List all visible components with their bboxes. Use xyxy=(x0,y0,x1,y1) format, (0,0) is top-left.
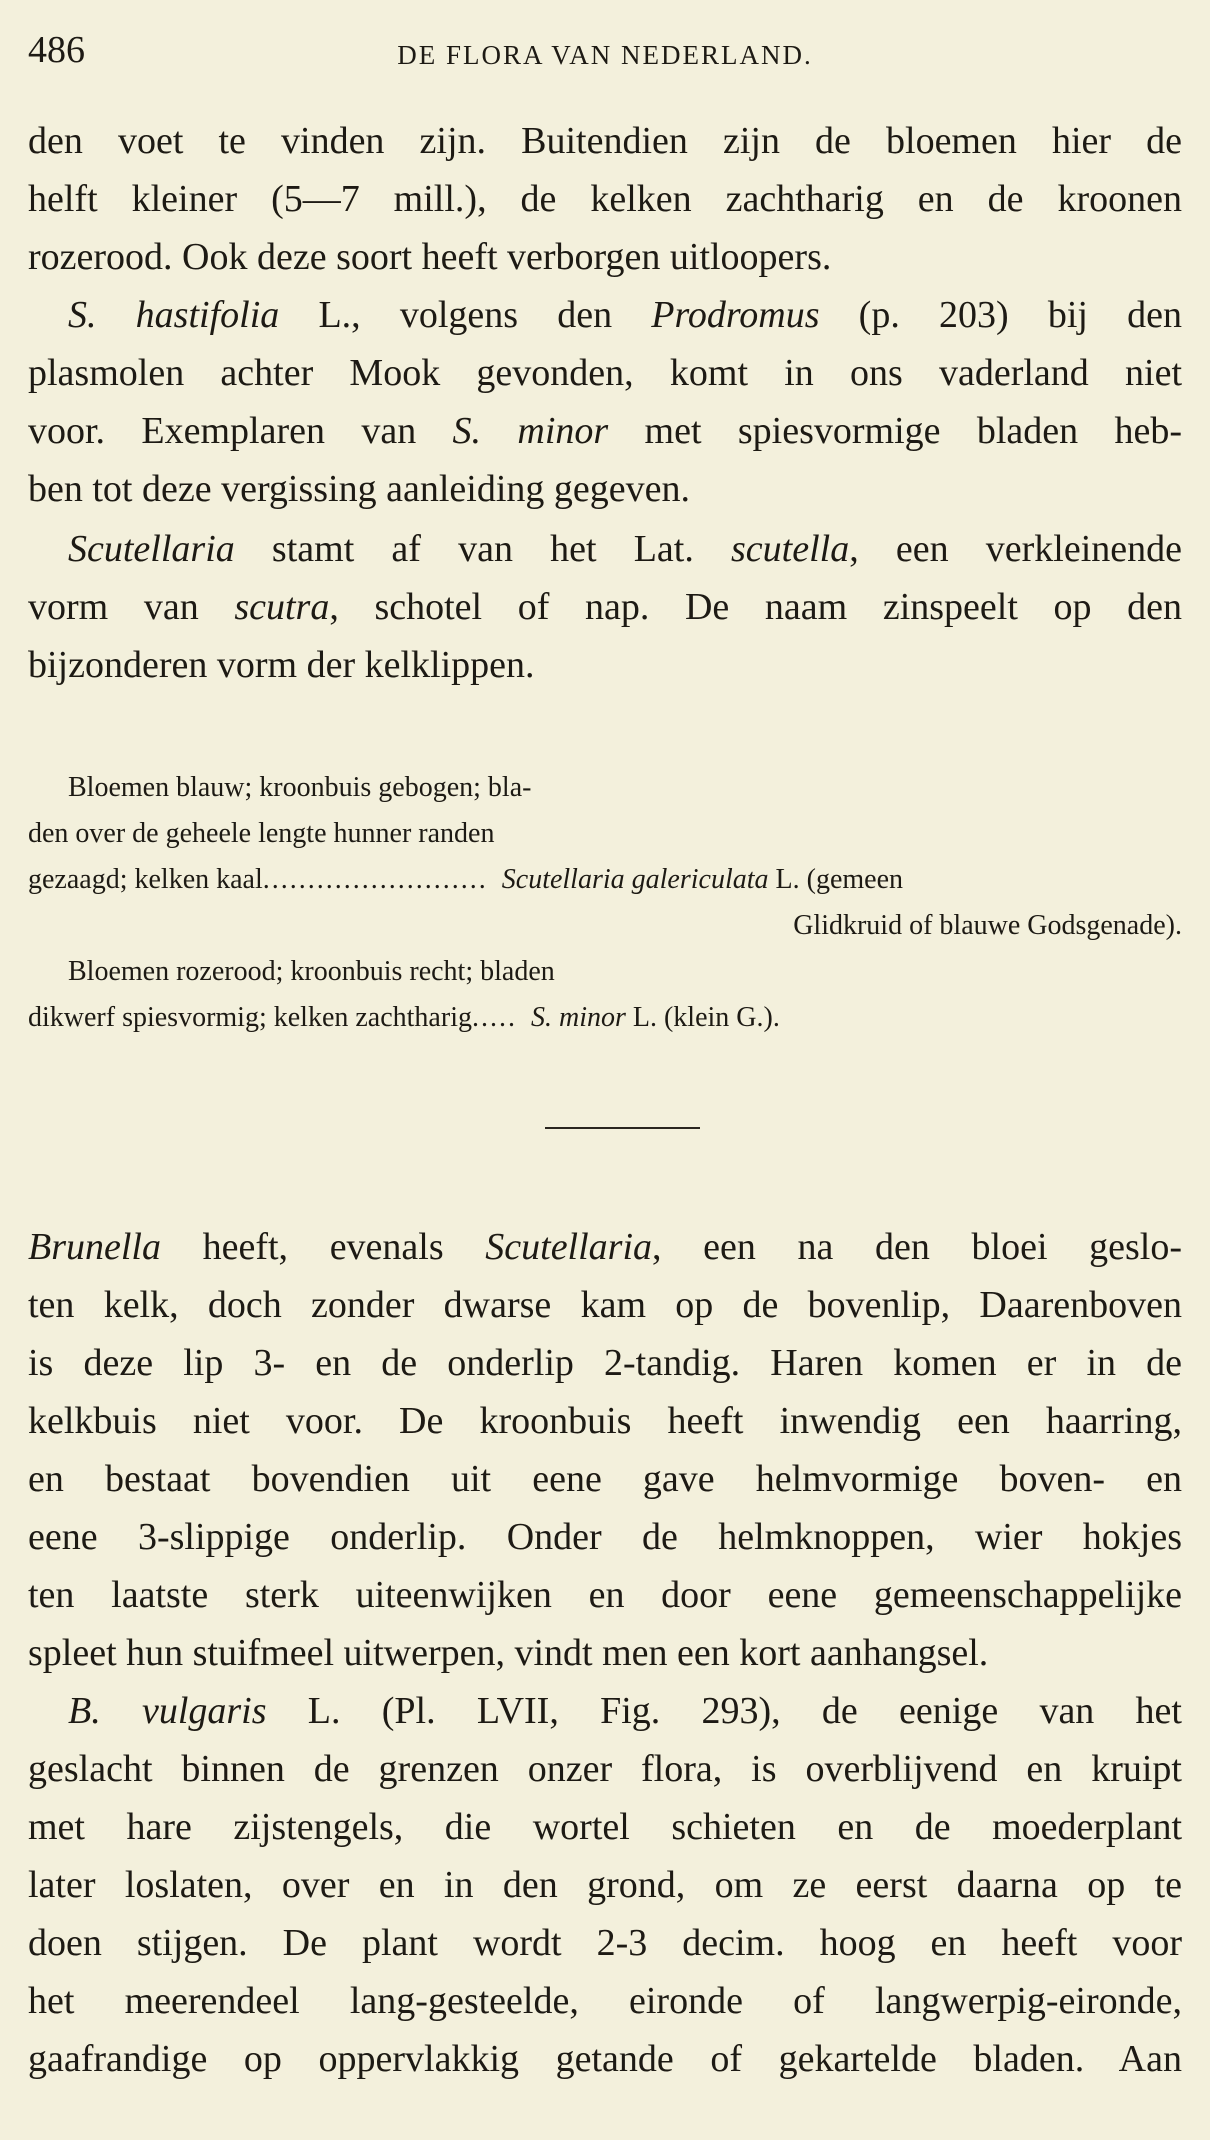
text-line: bijzonderen vorm der kelklippen. xyxy=(28,644,535,686)
text-line: ten kelk, doch zonder dwarse kam op de bovenlip, Daarenboven xyxy=(28,1284,1182,1326)
section-divider xyxy=(545,1127,700,1129)
species-name: B. vulgaris xyxy=(68,1690,267,1732)
paragraph-brunella xyxy=(28,1218,1182,1682)
text-line: ben tot deze vergissing aanleiding gegeven. xyxy=(28,468,690,510)
identification-key xyxy=(28,765,1182,1041)
text-line: S. hastifolia L., volgens den Prodromus (p. 203) bij den xyxy=(68,294,1182,336)
text-line: B. vulgaris L. (Pl. LVII, Fig. 293), de eenige van het xyxy=(68,1690,1182,1732)
text-line: vorm van scutra, schotel of nap. De naam zinspeelt op den xyxy=(28,586,1182,628)
text-line: met hare zijstengels, die wortel schieten en de moederplant xyxy=(28,1806,1182,1848)
text-line: eene 3-slippige onderlip. Onder de helmknoppen, wier hokjes xyxy=(28,1516,1182,1558)
page-header xyxy=(28,28,1182,84)
species-name: S. minor xyxy=(530,1002,626,1033)
running-title: DE FLORA VAN NEDERLAND. xyxy=(397,40,813,70)
text-line: later loslaten, over en in den grond, om ze eerst daarna op te xyxy=(28,1864,1182,1906)
text-line: helft kleiner (5—7 mill.), de kelken zachtharig en de kroonen xyxy=(28,178,1182,220)
species-name: S. hastifolia xyxy=(68,294,280,336)
work-title: Prodromus xyxy=(651,294,820,336)
key-line: gezaagd; kelken kaal......................... Scutellaria galericulata L. (gemeen xyxy=(28,864,904,895)
text-line: voor. Exemplaren van S. minor met spiesvormige bladen heb- xyxy=(28,410,1182,452)
text-line: het meerendeel lang-gesteelde, eironde of langwerpig-eironde, xyxy=(28,1980,1182,2022)
paragraph-continuation xyxy=(28,112,1182,286)
paragraph-b-vulgaris xyxy=(28,1682,1182,2088)
text-line: geslacht binnen de grenzen onzer flora, is overblijvend en kruipt xyxy=(28,1748,1182,1790)
key-line: dikwerf spiesvormig; kelken zachtharig..... S. minor L. (klein G.). xyxy=(28,1002,780,1033)
text-line: spleet hun stuifmeel uitwerpen, vindt men een kort aanhangsel. xyxy=(28,1632,989,1674)
key-line: den over de geheele lengte hunner randen xyxy=(28,818,495,849)
species-name: Scutellaria galericulata xyxy=(501,864,769,895)
text-line: is deze lip 3- en de onderlip 2-tandig. Haren komen er in de xyxy=(28,1342,1182,1384)
species-name: S. minor xyxy=(452,410,609,452)
text-line: Scutellaria stamt af van het Lat. scutella, een verkleinende xyxy=(68,528,1182,570)
key-line: Glidkruid of blauwe Godsgenade). xyxy=(793,910,1182,941)
text-line: den voet te vinden zijn. Buitendien zijn de bloemen hier de xyxy=(28,120,1182,162)
text-line: rozerood. Ook deze soort heeft verborgen uitloopers. xyxy=(28,236,832,278)
text-line: ten laatste sterk uiteenwijken en door eene gemeenschappelijke xyxy=(28,1574,1182,1616)
paragraph-scutellaria-etymology xyxy=(28,520,1182,694)
latin-word: scutra xyxy=(234,586,330,628)
page-number: 486 xyxy=(28,29,85,71)
text-line: kelkbuis niet voor. De kroonbuis heeft inwendig een haarring, xyxy=(28,1400,1182,1442)
key-line: Bloemen blauw; kroonbuis gebogen; bla- xyxy=(68,772,532,803)
text-line: plasmolen achter Mook gevonden, komt in ons vaderland niet xyxy=(28,352,1182,394)
latin-word: scutella xyxy=(731,528,850,570)
text-line: en bestaat bovendien uit eene gave helmvormige boven- en xyxy=(28,1458,1182,1500)
genus-name: Brunella xyxy=(28,1226,161,1268)
genus-name: Scutellaria xyxy=(485,1226,653,1268)
text-line: doen stijgen. De plant wordt 2-3 decim. hoog en heeft voor xyxy=(28,1922,1182,1964)
genus-name: Scutellaria xyxy=(68,528,235,570)
text-line: Brunella heeft, evenals Scutellaria, een na den bloei geslo- xyxy=(28,1226,1182,1268)
key-line: Bloemen rozerood; kroonbuis recht; bladen xyxy=(68,956,555,987)
text-line: gaafrandige op oppervlakkig getande of gekartelde bladen. Aan xyxy=(28,2038,1182,2080)
paragraph-s-hastifolia xyxy=(28,286,1182,518)
